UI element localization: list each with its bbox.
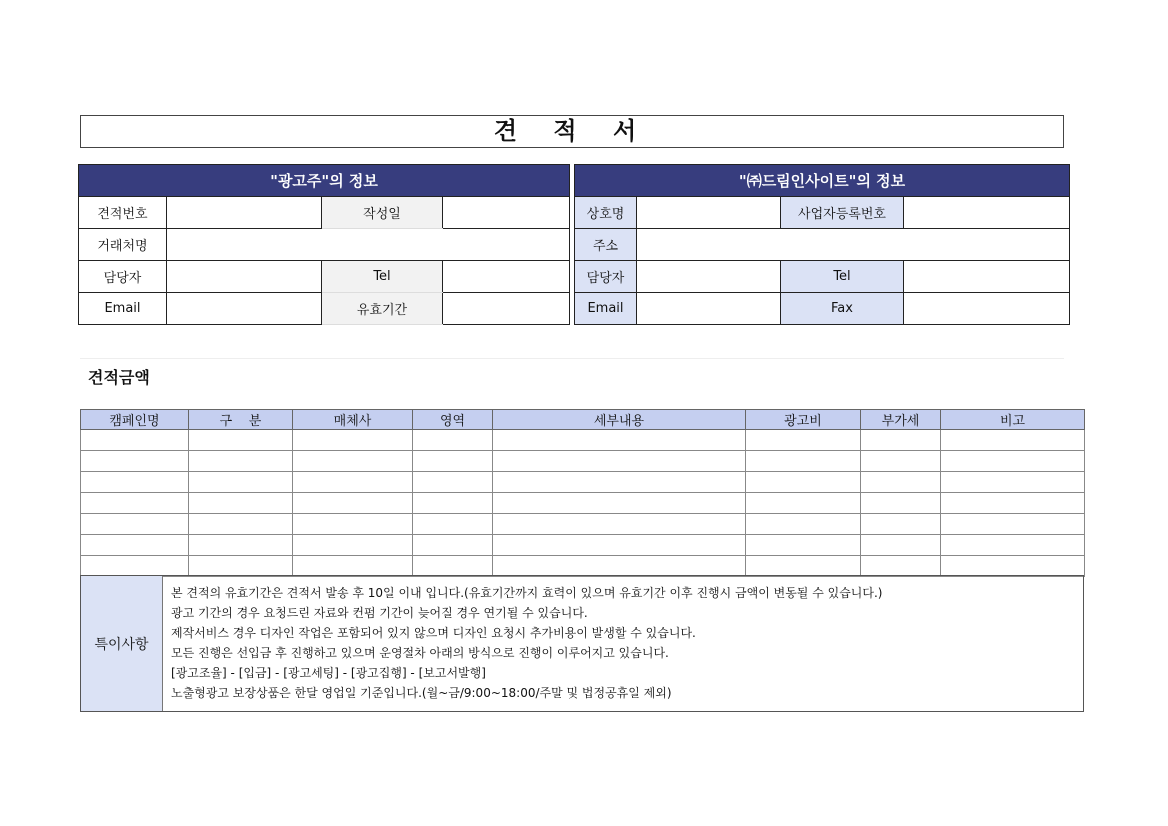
- fax-field[interactable]: [904, 293, 1070, 325]
- document-title: 견 적 서: [493, 117, 651, 145]
- notes-body: [163, 576, 883, 711]
- written-date-field[interactable]: [443, 197, 570, 229]
- note-line: 모든 진행은 선입금 후 진행하고 있으며 운영절차 아래의 방식으로 진행이 이루어지고 있습니다.: [171, 646, 669, 660]
- amount-table-body: [81, 430, 1085, 577]
- table-cell[interactable]: [941, 451, 1085, 472]
- table-cell[interactable]: [293, 493, 413, 514]
- address-field[interactable]: [637, 229, 1070, 261]
- table-row: [81, 472, 1085, 493]
- note-line: 본 견적의 유효기간은 견적서 발송 후 10일 이내 입니다.(유효기간까지 효력이 있으며 유효기간 이후 진행시 금액이 변동될 수 있습니다.): [171, 586, 883, 600]
- col-vat: 부가세: [861, 410, 941, 430]
- table-cell[interactable]: [941, 556, 1085, 577]
- table-row: [81, 430, 1085, 451]
- table-cell[interactable]: [861, 472, 941, 493]
- quote-no-label: 견적번호: [79, 197, 167, 229]
- table-cell[interactable]: [413, 472, 493, 493]
- table-cell[interactable]: [746, 472, 861, 493]
- provider-contact-label: 담당자: [575, 261, 637, 293]
- table-cell[interactable]: [81, 514, 189, 535]
- table-cell[interactable]: [493, 514, 746, 535]
- col-remarks: 비고: [941, 410, 1085, 430]
- table-cell[interactable]: [941, 493, 1085, 514]
- col-area: 영역: [413, 410, 493, 430]
- advertiser-email-field[interactable]: [167, 293, 322, 325]
- table-cell[interactable]: [493, 493, 746, 514]
- table-cell[interactable]: [189, 430, 293, 451]
- table-cell[interactable]: [941, 535, 1085, 556]
- advertiser-tel-label: Tel: [322, 261, 443, 293]
- note-line: [광고조율] - [입금] - [광고세팅] - [광고집행] - [보고서발행]: [171, 666, 486, 680]
- written-date-label: 작성일: [322, 197, 443, 229]
- col-campaign: 캠페인명: [81, 410, 189, 430]
- provider-email-field[interactable]: [637, 293, 781, 325]
- table-cell[interactable]: [746, 535, 861, 556]
- col-details: 세부내용: [493, 410, 746, 430]
- table-row: [81, 556, 1085, 577]
- table-cell[interactable]: [861, 514, 941, 535]
- quote-no-field[interactable]: [167, 197, 322, 229]
- table-cell[interactable]: [861, 451, 941, 472]
- table-cell[interactable]: [189, 493, 293, 514]
- table-cell[interactable]: [81, 430, 189, 451]
- table-cell[interactable]: [413, 430, 493, 451]
- client-name-field[interactable]: [167, 229, 570, 261]
- note-line: 광고 기간의 경우 요청드린 자료와 컨펌 기간이 늦어질 경우 연기될 수 있습니다.: [171, 606, 588, 620]
- table-cell[interactable]: [81, 472, 189, 493]
- table-cell[interactable]: [189, 451, 293, 472]
- advertiser-contact-field[interactable]: [167, 261, 322, 293]
- table-cell[interactable]: [413, 556, 493, 577]
- table-cell[interactable]: [413, 451, 493, 472]
- table-cell[interactable]: [861, 535, 941, 556]
- table-cell[interactable]: [941, 514, 1085, 535]
- section-divider: [80, 358, 1064, 359]
- document-title-box: [80, 115, 1064, 148]
- table-cell[interactable]: [189, 514, 293, 535]
- notes-label: 특이사항: [81, 576, 163, 711]
- client-name-label: 거래처명: [79, 229, 167, 261]
- address-label: 주소: [575, 229, 637, 261]
- advertiser-info-header: "광고주"의 정보: [79, 165, 570, 197]
- amount-table: [80, 409, 1085, 577]
- table-cell[interactable]: [413, 514, 493, 535]
- company-name-label: 상호명: [575, 197, 637, 229]
- table-cell[interactable]: [81, 493, 189, 514]
- table-cell[interactable]: [746, 514, 861, 535]
- provider-contact-field[interactable]: [637, 261, 781, 293]
- advertiser-contact-label: 담당자: [79, 261, 167, 293]
- note-line: 노출형광고 보장상품은 한달 영업일 기준입니다.(월~금/9:00~18:00/주말 및 법정공휴일 제외): [171, 686, 672, 700]
- provider-info-header: "㈜드림인사이트"의 정보: [575, 165, 1070, 197]
- col-media: 매체사: [293, 410, 413, 430]
- valid-period-label: 유효기간: [322, 293, 443, 325]
- col-ad-cost: 광고비: [746, 410, 861, 430]
- table-cell[interactable]: [861, 430, 941, 451]
- table-cell[interactable]: [493, 472, 746, 493]
- provider-tel-field[interactable]: [904, 261, 1070, 293]
- provider-tel-label: Tel: [781, 261, 904, 293]
- table-cell[interactable]: [493, 535, 746, 556]
- table-cell[interactable]: [746, 451, 861, 472]
- table-row: [81, 514, 1085, 535]
- table-cell[interactable]: [941, 472, 1085, 493]
- biz-reg-no-label: 사업자등록번호: [781, 197, 904, 229]
- company-name-field[interactable]: [637, 197, 781, 229]
- table-cell[interactable]: [746, 493, 861, 514]
- amount-section-title: 견적금액: [88, 368, 150, 387]
- table-cell[interactable]: [293, 451, 413, 472]
- advertiser-email-label: Email: [79, 293, 167, 325]
- table-cell[interactable]: [941, 430, 1085, 451]
- table-cell[interactable]: [81, 556, 189, 577]
- table-cell[interactable]: [293, 556, 413, 577]
- col-category: 구 분: [189, 410, 293, 430]
- table-cell[interactable]: [189, 472, 293, 493]
- table-cell[interactable]: [413, 493, 493, 514]
- table-row: [81, 535, 1085, 556]
- provider-info-table: [574, 164, 1070, 325]
- table-cell[interactable]: [293, 472, 413, 493]
- table-cell[interactable]: [493, 451, 746, 472]
- table-cell[interactable]: [293, 514, 413, 535]
- table-cell[interactable]: [189, 535, 293, 556]
- table-cell[interactable]: [189, 556, 293, 577]
- table-cell[interactable]: [81, 451, 189, 472]
- table-cell[interactable]: [493, 430, 746, 451]
- provider-email-label: Email: [575, 293, 637, 325]
- note-line: 제작서비스 경우 디자인 작업은 포함되어 있지 않으며 디자인 요청시 추가비용이 발생할 수 있습니다.: [171, 626, 696, 640]
- fax-label: Fax: [781, 293, 904, 325]
- table-cell[interactable]: [746, 556, 861, 577]
- biz-reg-no-field[interactable]: [904, 197, 1070, 229]
- table-row: [81, 493, 1085, 514]
- table-cell[interactable]: [413, 535, 493, 556]
- valid-period-field[interactable]: [443, 293, 570, 325]
- table-cell[interactable]: [293, 535, 413, 556]
- table-row: [81, 451, 1085, 472]
- table-cell[interactable]: [293, 430, 413, 451]
- advertiser-tel-field[interactable]: [443, 261, 570, 293]
- table-cell[interactable]: [493, 556, 746, 577]
- table-cell[interactable]: [81, 535, 189, 556]
- advertiser-info-table: [78, 164, 570, 325]
- table-cell[interactable]: [746, 430, 861, 451]
- table-cell[interactable]: [861, 493, 941, 514]
- table-cell[interactable]: [861, 556, 941, 577]
- notes-box: [80, 575, 1084, 712]
